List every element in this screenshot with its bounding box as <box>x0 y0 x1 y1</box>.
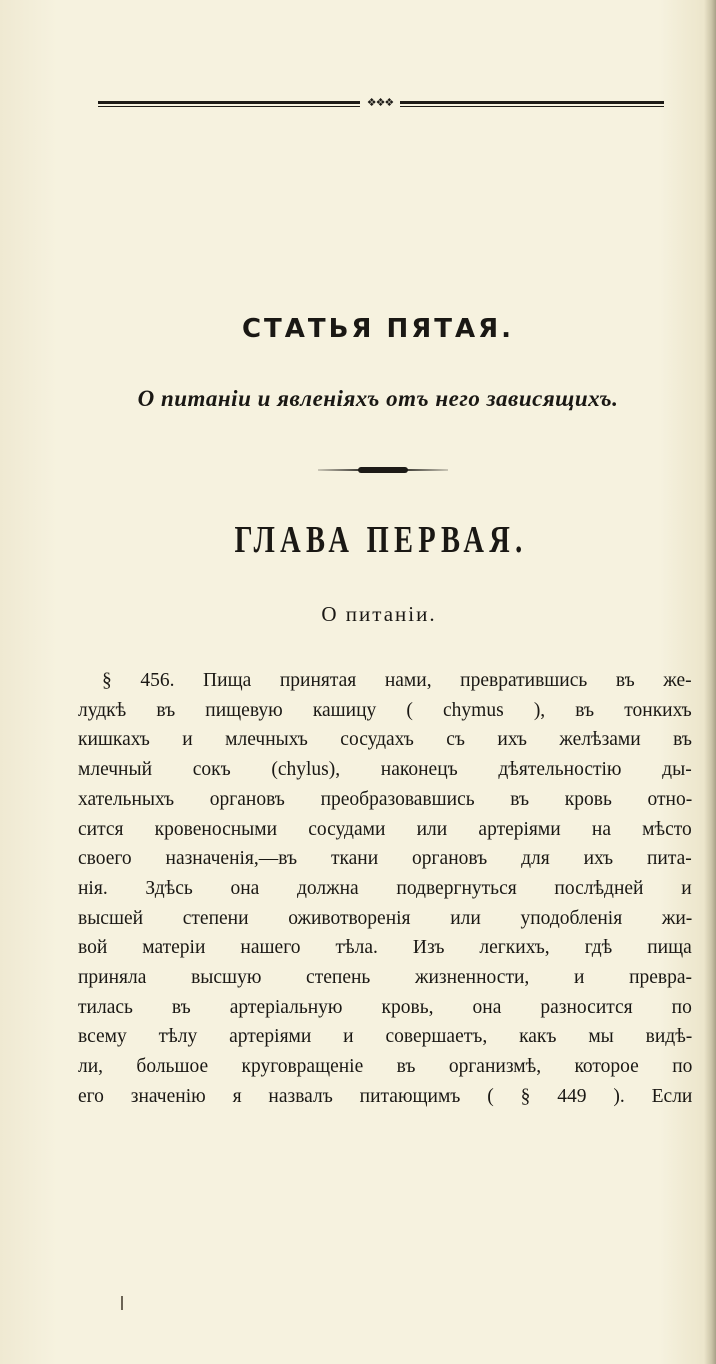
text-line: своего назначенія,—въ ткани органовъ для ихъ пита- <box>78 848 692 870</box>
text-line: § 456. Пища принятая нами, превратившись въ же- <box>102 670 692 691</box>
top-ornamental-rule <box>98 96 664 110</box>
text-line: вой матеріи нашего тѣла. Изъ легкихъ, гдѣ пища <box>78 937 692 959</box>
text-line: тилась въ артеріальную кровь, она разносится по <box>78 996 692 1018</box>
text-line: млечный сокъ (chylus), наконецъ дѣятельностію ды- <box>78 759 692 781</box>
section-title: О питаніи. <box>321 602 437 626</box>
rule-ornament: ❖❖❖ <box>360 96 400 110</box>
text-line: сится кровеносными сосудами или артеріями на мѣсто <box>78 818 692 840</box>
divider-rule <box>318 467 448 473</box>
body-paragraph <box>78 666 692 1112</box>
text-line: приняла высшую степень жизненности, и превра- <box>78 967 693 989</box>
text-line: его значенію я назвалъ питающимъ ( § 449 ). Если <box>78 1085 693 1107</box>
chapter-title: ГЛАВА ПЕРВАЯ. <box>234 519 528 561</box>
text-line: высшей степени оживотворенія или уподобленія жи- <box>78 907 693 929</box>
text-line: лудкѣ въ пищевую кашицу ( chymus ), въ тонкихъ <box>78 699 692 721</box>
text-line: хательныхъ органовъ преобразовавшись въ кровь отно- <box>78 788 693 810</box>
page-edge-shadow <box>704 0 716 1364</box>
text-line: кишкахъ и млечныхъ сосудахъ съ ихъ желѣзами въ <box>78 729 692 751</box>
article-subtitle: О питаніи и явленіяхъ отъ него зависящихъ. <box>137 386 619 411</box>
divider-center <box>358 467 408 473</box>
article-title: СТАТЬЯ ПЯТАЯ. <box>241 314 515 344</box>
text-line: всему тѣлу артеріями и совершаетъ, какъ мы видѣ- <box>78 1026 693 1048</box>
page-mark <box>121 1296 123 1310</box>
text-line: ли, большое круговращеніе въ организмѣ, которое по <box>78 1056 693 1078</box>
text-line: нія. Здѣсь она должна подвергнуться послѣдней и <box>78 877 692 899</box>
